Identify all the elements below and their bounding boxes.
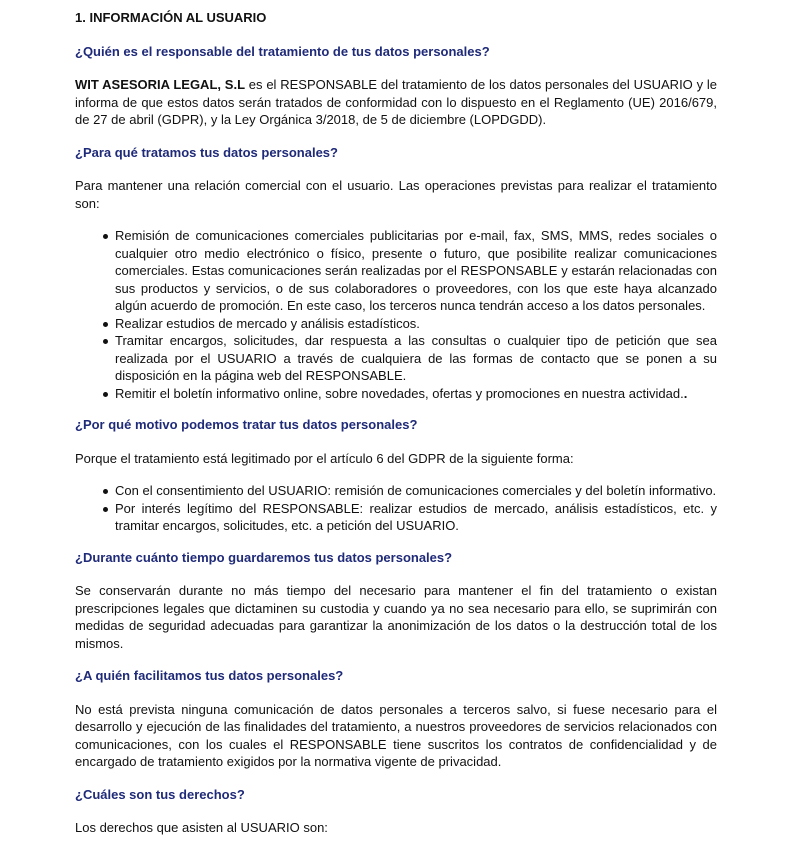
list-item: Realizar estudios de mercado y análisis estadísticos. <box>115 315 717 333</box>
list-item: Tramitar encargos, solicitudes, dar respuesta a las consultas o cualquier tipo de petición que sea realizada por el USUARIO a través de cualquiera de las formas de contacto que se ponen a su disposición en la página web del RESPONSABLE. <box>115 332 717 385</box>
list-legitimacion <box>75 482 717 535</box>
list-item: Remitir el boletín informativo online, sobre novedades, ofertas y promociones en nuestra actividad.. <box>115 385 717 403</box>
paragraph-legitimacion: Porque el tratamiento está legitimado por el artículo 6 del GDPR de la siguiente forma: <box>75 450 574 466</box>
list-item: Por interés legítimo del RESPONSABLE: realizar estudios de mercado, análisis estadísticos, etc. y tramitar encargos, solicitudes, etc. a petición del USUARIO. <box>115 500 717 535</box>
list-item: Con el consentimiento del USUARIO: remisión de comunicaciones comerciales y del boletín informativo. <box>115 482 717 500</box>
question-heading-legitimacion: ¿Por qué motivo podemos tratar tus datos personales? <box>75 417 418 432</box>
paragraph-conservacion: Se conservarán durante no más tiempo del necesario para mantener el fin del tratamiento o existan prescripciones legales que dictaminen su custodia y cuando ya no sea necesario para ello, se suprimirán con medidas de seguridad adecuadas para garantizar la anonimización de los datos o la destrucción total de los mismos. <box>75 583 717 651</box>
paragraph-derechos: Los derechos que asisten al USUARIO son: <box>75 820 328 835</box>
bullet-icon <box>103 392 108 397</box>
list-item: Remisión de comunicaciones comerciales publicitarias por e-mail, fax, SMS, MMS, redes sociales o cualquier otro medio electrónico o físico, presente o futuro, que posibilite realizar comunicaciones comerciales. Estas comunicaciones serán realizadas por el RESPONSABLE y estarán relacionadas con sus productos y servicios, o de sus colaboradores o proveedores, con los que este haya alcanzado algún acuerdo de promoción. En este caso, los terceros nunca tendrán acceso a los datos personales. <box>115 227 717 315</box>
company-name: WIT ASESORIA LEGAL, S.L <box>75 77 246 92</box>
paragraph-finalidad: Para mantener una relación comercial con el usuario. Las operaciones previstas para realizar el tratamiento son: <box>75 178 717 211</box>
document-page <box>75 9 717 852</box>
section-title: 1. INFORMACIÓN AL USUARIO <box>75 10 267 25</box>
paragraph-responsable-text: es el RESPONSABLE del tratamiento de los datos personales del USUARIO y le informa de que estos datos serán tratados de conformidad con lo dispuesto en el Reglamento (UE) 2016/679, de 27 de abril (GDPR), y la Ley Orgánica 3/2018, de 5 de diciembre (LOPDGDD). <box>75 77 717 127</box>
question-heading-finalidad: ¿Para qué tratamos tus datos personales? <box>75 144 338 160</box>
question-heading-derechos: ¿Cuáles son tus derechos? <box>75 786 245 802</box>
bold-period: . <box>683 385 688 401</box>
bullet-icon <box>103 322 108 327</box>
bullet-icon <box>103 507 108 512</box>
paragraph-destinatarios: No está prevista ninguna comunicación de datos personales a terceros salvo, si fuese necesario para el desarrollo y ejecución de las finalidades del tratamiento, a nuestros proveedores de servicios relacionados con comunicaciones, con los cuales el RESPONSABLE tiene suscritos los contratos de confidencialidad y de encargado de tratamiento exigidos por la normativa vigente de privacidad. <box>75 701 717 769</box>
bullet-icon <box>103 339 108 344</box>
paragraph-responsable <box>75 76 717 129</box>
question-heading-conservacion: ¿Durante cuánto tiempo guardaremos tus datos personales? <box>75 549 453 565</box>
list-operaciones <box>75 227 717 402</box>
bullet-icon <box>103 489 108 494</box>
question-heading-responsable: ¿Quién es el responsable del tratamiento de tus datos personales? <box>75 43 490 59</box>
question-heading-destinatarios: ¿A quién facilitamos tus datos personales? <box>75 668 344 683</box>
bullet-icon <box>103 234 108 239</box>
